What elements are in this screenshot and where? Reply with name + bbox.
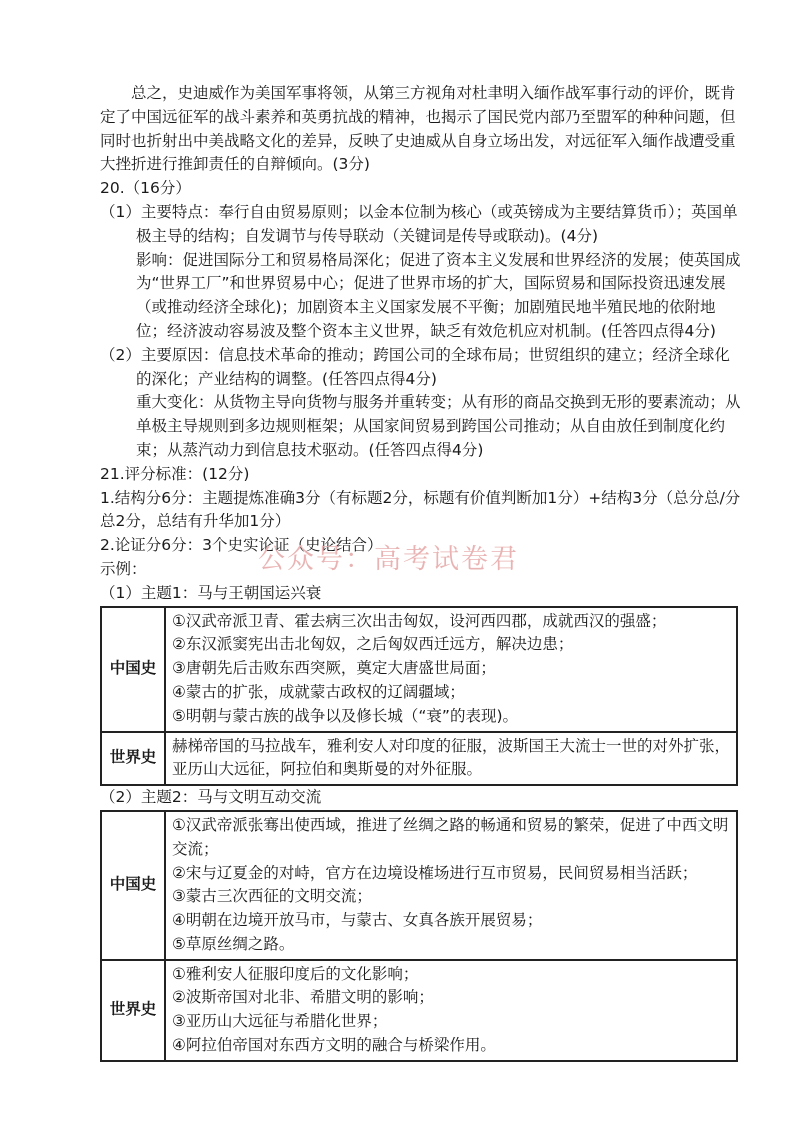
list-item: ②东汉派窦宪出击北匈奴，之后匈奴西迁远方，解决边患； (172, 635, 574, 654)
list-item: ⑤草原丝绸之路。 (172, 934, 295, 953)
theme2-title: （2）主题2：马与文明互动交流 (100, 788, 322, 807)
q21-example-label: 示例： (100, 559, 147, 578)
q21-rule-argument: 2.论证分6分：3个史实论证（史论结合） (100, 536, 383, 555)
q20-part2-changes: 重大变化：从货物主导向货物与服务并重转变；从有形的商品交换到无形的要素流动；从单极主导规则到多边规则框架；从国家间贸易到跨国公司推动；从自由放任到制度化约束；从蒸汽动力到信息技术驱动。(任答四点得4分) (136, 393, 741, 459)
list-item: ⑤明朝与蒙古族的战争以及修长城（“衰”的表现)。 (172, 706, 519, 725)
theme1-title: （1）主题1：马与王朝国运兴衰 (100, 583, 322, 602)
list-item: ③蒙古三次西征的文明交流； (172, 887, 372, 906)
list-item: ④明朝在边境开放马市，与蒙古、女真各族开展贸易； (172, 911, 543, 930)
q20-part1-impact: 影响：促进国际分工和贸易格局深化；促进了资本主义发展和世界经济的发展；使英国成为“世界工厂”和世界贸易中心；促进了世界市场的扩大，国际贸易和国际投资迅速发展（或推动经济全球化)；加剧资本主义国家发展不平衡；加剧殖民地半殖民地的依附地位；经济波动容易波及整个资本主义世界，缺乏有效危机应对机制。(任答四点得4分) (136, 250, 741, 340)
theme2-world-label: 世界史 (101, 960, 165, 1061)
list-item: ④阿拉伯帝国对东西方文明的融合与桥梁作用。 (172, 1036, 496, 1055)
q20-part1-features: （1）主要特点：奉行自由贸易原则；以金本位制为核心（或英镑成为主要结算货币）；英国单极主导的结构；自发调节与传导联动（关键词是传导或联动)。(4分) (100, 202, 738, 245)
theme1-china-label: 中国史 (101, 607, 165, 732)
theme1-table (100, 606, 738, 787)
table-row (101, 960, 737, 1061)
theme1-world-label: 世界史 (101, 732, 165, 786)
table-row (101, 732, 737, 786)
theme2-china-cell (165, 811, 737, 960)
theme1-china-cell (165, 607, 737, 732)
list-item: ④蒙古的扩张，成就蒙古政权的辽阔疆域； (172, 682, 465, 701)
list-item: ①汉武帝派张骞出使西域，推进了丝绸之路的畅通和贸易的繁荣，促进了中西文明交流； (172, 815, 729, 858)
watermark: 公众号：高考试卷君 (258, 544, 519, 575)
intro-paragraph: 总之，史迪威作为美国军事将领，从第三方视角对杜聿明入缅作战军事行动的评价，既肯定了中国远征军的战斗素养和英勇抗战的精神，也揭示了国民党内部乃至盟军的种种问题，但同时也折射出中美战略文化的差异，反映了史迪威从自身立场出发，对远征军入缅作战遭受重大挫折进行推卸责任的自辩倾向。(3分) (100, 84, 736, 174)
theme2-china-label: 中国史 (101, 811, 165, 960)
q21-rule-structure: 1.结构分6分：主题提炼准确3分（有标题2分，标题有价值判断加1分）+结构3分（总分总/分总2分，总结有升华加1分） (100, 488, 741, 531)
theme2-world-cell (165, 960, 737, 1061)
q20-title: 20.（16分） (100, 179, 191, 198)
theme1-world-cell: 赫梯帝国的马拉战车，雅利安人对印度的征服，波斯国王大流士一世的对外扩张，亚历山大远征，阿拉伯和奥斯曼的对外征服。 (165, 732, 737, 786)
theme2-table (100, 810, 738, 1062)
list-item: ②宋与辽夏金的对峙，官方在边境设榷场进行互市贸易，民间贸易相当活跃； (172, 863, 698, 882)
list-item: ①雅利安人征服印度后的文化影响； (172, 964, 419, 983)
q20-part2-reasons: （2）主要原因：信息技术革命的推动；跨国公司的全球布局；世贸组织的建立；经济全球化的深化；产业结构的调整。(任答四点得4分) (100, 345, 730, 388)
list-item: ①汉武帝派卫青、霍去病三次出击匈奴，设河西四郡，成就西汉的强盛； (172, 611, 667, 630)
table-row (101, 811, 737, 960)
list-item: ③亚历山大远征与希腊化世界； (172, 1012, 388, 1031)
table-row (101, 607, 737, 732)
answer-page (100, 82, 745, 1062)
q21-title: 21.评分标准：(12分) (100, 464, 250, 483)
list-item: ③唐朝先后击败东西突厥，奠定大唐盛世局面； (172, 659, 496, 678)
list-item: ②波斯帝国对北非、希腊文明的影响； (172, 988, 434, 1007)
